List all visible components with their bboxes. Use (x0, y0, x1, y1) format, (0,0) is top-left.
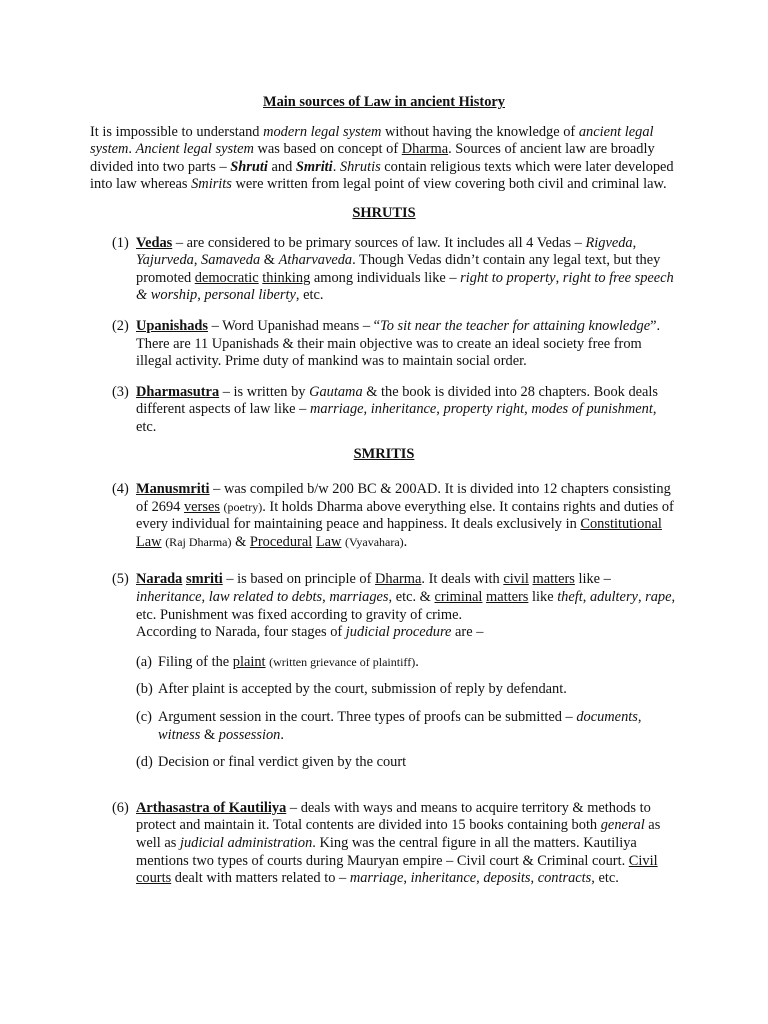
item-text: Gautama (309, 383, 363, 400)
intro-text: . (128, 141, 136, 158)
item-text: , (322, 589, 330, 606)
item-text: Law (136, 533, 162, 550)
intro-text: Shrutis (339, 158, 381, 175)
item-text: (Raj Dharma) (165, 534, 232, 549)
list-number: (2) (112, 317, 129, 334)
item-text: . It holds Dharma above everything else. It contains rights and duties of every individual for maintaining peace and happiness. It deals exclusively in (136, 498, 674, 533)
item-text: Manusmriti (136, 481, 210, 498)
item-text: marriages (329, 589, 389, 606)
item-text: rape (645, 589, 672, 606)
list-item-arthasastra (90, 800, 678, 888)
intro-text: and (267, 158, 296, 175)
item-text: Dharmasutra (136, 383, 220, 400)
item-text: – Word Upanishad means – “ (208, 317, 381, 334)
intro-text: Ancient legal system (135, 141, 254, 158)
intro-text: without having the knowledge of (381, 123, 579, 140)
item-text: , (476, 870, 484, 887)
item-text: judicial procedure (345, 624, 452, 641)
item-text: – is based on principle of (222, 571, 376, 588)
intro-text: It is impossible to understand (90, 123, 264, 140)
item-text: , (632, 234, 637, 251)
item-text: (Vyavahara) (345, 534, 404, 549)
item-text: like – (574, 571, 611, 588)
item-text: deposits (483, 870, 531, 887)
intro-text: modern legal system (263, 123, 382, 140)
document-page (90, 94, 678, 901)
list-number: (3) (112, 383, 129, 400)
item-text: & the book is divided into 28 chapters. Book deals different aspects of law like – (136, 383, 659, 418)
item-text: general (600, 817, 645, 834)
item-text: right to property (460, 269, 556, 286)
item-text: (written grievance of plaintiff) (269, 654, 416, 669)
item-text: – was compiled b/w 200 BC & 200AD. It is divided into 12 chapters consisting of 2694 (136, 481, 671, 515)
item-text: . King was the central figure in all the matters. Kautiliya mentions two types of courts during Mauryan empire – Civil court & Criminal court. (136, 835, 637, 869)
item-text: witness (158, 726, 201, 743)
item-text: as well as (136, 817, 661, 851)
item-text: ”. There are 11 Upanishads & their main objective was to create an ideal society free from illegal activity. Prime duty of mankind was to maintain social order. (136, 317, 661, 370)
item-text: , (436, 401, 444, 418)
item-text: adultery (589, 589, 638, 606)
item-text: right to free speech & worship (136, 269, 674, 304)
item-text: criminal (434, 589, 483, 606)
intro-text: . Sources of ancient law are broadly divided into two parts – (90, 141, 655, 175)
item-text: , (524, 401, 532, 418)
item-text: democratic (194, 269, 259, 286)
item-text: . Though Vedas didn’t contain any legal text, but they promoted (136, 252, 661, 286)
item-text: matters (532, 571, 575, 588)
item-text: . It deals with (421, 571, 504, 588)
item-text: , (555, 269, 563, 286)
sub-item-d (90, 754, 678, 772)
intro-text: Dharma (401, 141, 449, 158)
intro-text: Smriti (295, 158, 333, 175)
list-item-vedas (90, 235, 678, 305)
item-text: , etc. Punishment was fixed according to gravity of crime. (136, 589, 676, 623)
item-text: Narada (136, 571, 183, 588)
document-title: Main sources of Law in ancient History (263, 94, 505, 110)
item-text: thinking (262, 269, 311, 286)
list-number: (1) (112, 234, 129, 251)
sub-item-c (90, 709, 678, 744)
item-text: , (197, 287, 205, 304)
item-text: contracts (537, 870, 592, 887)
item-text: judicial administration (179, 835, 313, 851)
item-text: (poetry) (223, 499, 263, 514)
intro-text: were written from legal point of view covering both civil and criminal law. (231, 176, 667, 193)
item-text: matters (486, 589, 529, 606)
item-text: property right (443, 401, 525, 418)
item-text: & (231, 533, 250, 550)
list-item-dharmasutra (90, 384, 678, 437)
item-text: Civil (628, 852, 658, 869)
smritis-heading: SMRITIS (353, 445, 415, 462)
item-text: – deals with ways and means to acquire territory & methods to protect and maintain it. Total contents are divided into 15 books containing both (136, 799, 651, 834)
item-text: Upanishads (136, 317, 208, 334)
list-number: (5) (112, 571, 129, 588)
sub-list-letter: (c) (136, 709, 152, 726)
list-number: (4) (112, 481, 129, 498)
item-text: Vedas (136, 234, 173, 251)
item-text: , (637, 589, 646, 606)
item-text: Yajurveda (136, 252, 194, 269)
item-text: Dharma (375, 571, 422, 588)
item-text: modes of punishment (531, 401, 653, 418)
sub-item-b (90, 681, 678, 699)
list-item-narada-smriti (90, 571, 678, 641)
item-text: courts (136, 870, 172, 887)
item-text: Filing of the (158, 653, 233, 670)
intro-text: was based on concept of (253, 141, 402, 158)
item-text: , (403, 870, 411, 887)
item-text: , (193, 252, 202, 269)
item-text: – is written by (219, 383, 310, 400)
item-text: Decision or final verdict given by the court (158, 754, 407, 771)
item-text: are – (451, 624, 484, 641)
item-text: , etc. (295, 287, 324, 304)
item-text: , etc. (136, 401, 657, 435)
item-text: marriage (349, 870, 404, 887)
item-text: Law (315, 533, 342, 550)
item-text: Argument session in the court. Three types of proofs can be submitted – (158, 709, 577, 726)
item-text: law related to debts (208, 589, 323, 606)
item-text: civil (503, 571, 529, 588)
item-text: Rigveda (585, 234, 633, 251)
item-text: like (528, 589, 558, 606)
item-text: , (530, 870, 538, 887)
item-text: plaint (232, 653, 266, 670)
item-text: verses (183, 498, 220, 515)
intro-text: . (332, 158, 340, 175)
item-text: According to Narada, four stages of (136, 624, 346, 641)
intro-text: contain religious texts which were later developed into law whereas (90, 158, 674, 193)
item-text: Atharvaveda (278, 252, 353, 269)
item-text: inheritance (370, 401, 437, 418)
item-text: . (280, 726, 284, 743)
item-text: , (201, 589, 209, 606)
intro-paragraph (90, 124, 678, 194)
item-text: inheritance (410, 870, 477, 887)
item-text: , etc. (591, 870, 619, 887)
sub-list-letter: (d) (136, 754, 153, 771)
item-text: Procedural (249, 533, 313, 550)
list-item-manusmriti (90, 481, 678, 551)
item-text: smriti (185, 571, 223, 588)
item-text: Samaveda (201, 252, 261, 269)
item-text: & (200, 726, 219, 743)
sub-list-letter: (b) (136, 681, 153, 698)
item-text: inheritance (136, 589, 202, 606)
item-text: Arthasastra of Kautiliya (136, 799, 287, 816)
intro-text: Smirits (191, 176, 232, 193)
item-text: documents (576, 709, 638, 726)
item-text: dealt with matters related to – (171, 870, 350, 887)
item-text: Constitutional (580, 516, 662, 533)
item-text: , (582, 589, 590, 606)
sub-list-letter: (a) (136, 653, 152, 670)
item-text: After plaint is accepted by the court, submission of reply by defendant. (158, 681, 567, 698)
intro-text: Shruti (230, 158, 268, 175)
item-text: . (403, 533, 408, 550)
intro-text: ancient legal system (90, 123, 654, 158)
item-text: . (415, 653, 419, 670)
item-text: , (637, 709, 642, 726)
item-text: – are considered to be primary sources of law. It includes all 4 Vedas – (172, 234, 586, 251)
list-item-upanishads (90, 318, 678, 371)
item-text: personal liberty (204, 287, 296, 304)
item-text: possession (218, 726, 281, 743)
sub-item-a (90, 654, 678, 672)
shrutis-heading: SHRUTIS (352, 204, 416, 221)
item-text: theft (557, 589, 583, 606)
item-text: , (363, 401, 371, 418)
item-text: among individuals like – (310, 269, 461, 286)
item-text: & (260, 252, 279, 269)
item-text: , etc. & (388, 589, 435, 606)
item-text: To sit near the teacher for attaining knowledge (380, 317, 651, 334)
list-number: (6) (112, 799, 129, 816)
item-text: marriage (309, 401, 364, 418)
